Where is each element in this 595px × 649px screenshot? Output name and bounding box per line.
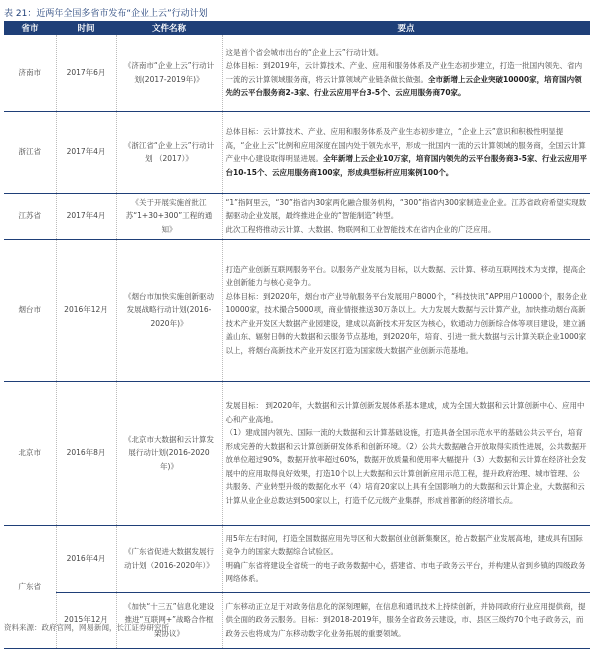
cell-points [222, 525, 590, 592]
point-text: “1”指阿里云，“30”指省内30家两化融合服务机构，“300”指省内300家制造业企业。江苏省政府希望实现数据驱动企业发展，最终推进企业的“智能制造”转型。 [225, 197, 587, 221]
cell-doc: 《广东省促进大数据发展行动计划（2016-2020年）》 [116, 525, 222, 592]
point-highlight: 全年新增上云企业10万家，培育国内领先的云平台服务商3-5家、行业云应用平台10-15个、云应用服务商100家，形成典型标杆应用案例100个。 [225, 154, 587, 177]
point-text: 总体目标：云计算技术、产业、应用和服务体系及产业生态初步建立，“企业上云”意识和积极性明显提高，“企业上云”比例和应用深度在国内处于领先水平，形成一批国内一流的云计算领域的服务商，全国云计算产业中心建设取得明显进展。 [225, 127, 586, 163]
header-time: 时间 [56, 21, 116, 35]
cell-doc: 《浙江省“企业上云”行动计划 （2017）》 [116, 111, 222, 193]
header-row [4, 21, 590, 35]
point-text: （1）建成国内领先、国际一流的大数据和云计算基础设施，打造具备全国示范水平的基础公共云平台，培育形成完善的大数据和云计算创新研发体系和创新环境。（2）公共大数据融合开放取得实质性进展，公共数据开放单位超过90%，数据开放率超过60%，数据开放质量和使用率大幅提升（3）大数据和云计算在经济社会发展中的应用取得良好效果，打造10个以上大数据和云计算创新应用示范工程，提升政府治理、城市管理、公共服务、产业转型升级的数据化水平（4）培育20家以上具有全国影响力的大数据和云计算企业，大数据和云计算从业企业总数达到500家以上，打造千亿元级产业集群，形成首都新的经济增长点。 [225, 428, 587, 505]
point-text: 用5年左右时间，打造全国数据应用先导区和大数据创业创新集聚区，抢占数据产业发展高地，建成具有国际竞争力的国家大数据综合试验区。 [225, 533, 583, 556]
table-row [4, 193, 590, 239]
point-paragraph [226, 196, 588, 223]
cell-doc: 《加快“十三五”信息化建设 推进“互联网+”战略合作框架协议》 [116, 592, 222, 648]
point-text: 广东移动正立足于对政务信息化的深刻理解，在信息和通讯技术上持续创新，并协同政府行业应用提供商，提供全面的政务云服务。目标：到2018-2019年，服务全省政务云建设，市、县区三级约70个电子政务云，而政务云也将成为广东移动数字化业务拓展的重要领域。 [225, 601, 586, 638]
cell-time: 2016年4月 [56, 525, 116, 592]
point-paragraph [226, 263, 588, 290]
header-points: 要点 [222, 21, 590, 35]
point-paragraph [226, 290, 588, 358]
cell-time: 2017年4月 [56, 111, 116, 193]
table-row [4, 35, 590, 111]
cell-doc: 《北京市大数据和云计算发展行动计划(2016-2020年)》 [116, 381, 222, 525]
table-row [4, 592, 590, 648]
cell-points [222, 111, 590, 193]
table-caption: 表 21：近两年全国多省市发布“企业上云”行动计划 [4, 9, 208, 19]
table-row [4, 525, 590, 592]
point-text: 总体目标：到2019年，云计算技术、产业、应用和服务体系及产业生态初步建立，打造一批国内领先、省内一流的云计算领域服务商，将云计算领域产业链条做长做强。 [225, 61, 583, 84]
header-doc: 文件名称 [116, 21, 222, 35]
cell-time: 2016年8月 [56, 381, 116, 525]
cell-city: 江苏省 [4, 193, 56, 239]
cell-time: 2017年6月 [56, 35, 116, 111]
source-note: 资料来源：政府官网，网易新闻，长江证券研究所 [4, 623, 169, 632]
cell-doc: 《济南市“企业上云”行动计划(2017-2019年)》 [116, 35, 222, 111]
cell-doc: 《关于开展实施首批江苏“1+30+300”工程的通知》 [116, 193, 222, 239]
table-row [4, 381, 590, 525]
cell-points [222, 381, 590, 525]
point-text: 打造产业创新互联网服务平台。以服务产业发展为目标，以大数据、云计算、移动互联网技术为支撑，提高企业创新能力与核心竞争力。 [225, 264, 586, 288]
cell-time: 2017年4月 [56, 193, 116, 239]
table-row [4, 111, 590, 193]
point-paragraph [226, 125, 588, 179]
cell-doc: 《烟台市加快实施创新驱动发展战略行动计划(2016-2020年)》 [116, 239, 222, 381]
point-paragraph [226, 600, 588, 641]
point-text: 这是首个省会城市出台的“企业上云”行动计划。 [225, 47, 384, 57]
cell-city: 济南市 [4, 35, 56, 111]
point-paragraph [226, 46, 588, 60]
point-paragraph [226, 399, 588, 426]
point-paragraph [226, 223, 588, 237]
cell-points [222, 35, 590, 111]
point-text: 总体目标：到2020年，烟台市产业导航服务平台发展用户8000个，“科技快讯”APP用户10000个，服务企业10000家，技术撮合5000项，商业情报推送30万条以上。大力发展大数据与云计算产业，加快推动烟台高新技术产业开发区大数据产业园建设，建成以高新技术开发区为核心，软通动力创新综合体等项目建设，建立涵盖山东、辐射日韩的大数据和云服务节点基地，到2020年，培育、引进一批大数据与云计算关联企业1000家以上，将烟台高新技术产业开发区打造为国家级大数据产业创新示范基地。 [225, 291, 587, 355]
cell-city: 浙江省 [4, 111, 56, 193]
cell-city: 广东省 [4, 525, 56, 648]
point-paragraph [226, 59, 588, 100]
cell-time: 2016年12月 [56, 239, 116, 381]
point-text: 发展目标： 到2020年，大数据和云计算创新发展体系基本建成，成为全国大数据和云计算创新中心、应用中心和产业高地。 [225, 401, 585, 424]
cell-points [222, 239, 590, 381]
header-city: 省市 [4, 21, 56, 35]
cell-city: 烟台市 [4, 239, 56, 381]
cell-points [222, 193, 590, 239]
point-text: 此次工程将推动云计算、大数据、物联网和工业智能技术在省内企业的广泛应用。 [225, 224, 496, 234]
point-text: 明确广东省将建设全省统一的电子政务数据中心，搭建省、市电子政务云平台，并构建从省到乡镇的四级政务网络体系。 [225, 560, 586, 583]
point-paragraph [226, 426, 588, 507]
table-row [4, 239, 590, 381]
cell-city: 北京市 [4, 381, 56, 525]
point-paragraph [226, 559, 588, 586]
cell-points [222, 592, 590, 648]
point-paragraph [226, 532, 588, 559]
cell-time: 2015年12月 [56, 592, 116, 648]
policy-table [4, 21, 590, 649]
point-highlight: 全市新增上云企业突破10000家，培育国内领先的云平台服务商2-3家、行业云应用平台3-5个、云应用服务商70家。 [225, 74, 582, 98]
